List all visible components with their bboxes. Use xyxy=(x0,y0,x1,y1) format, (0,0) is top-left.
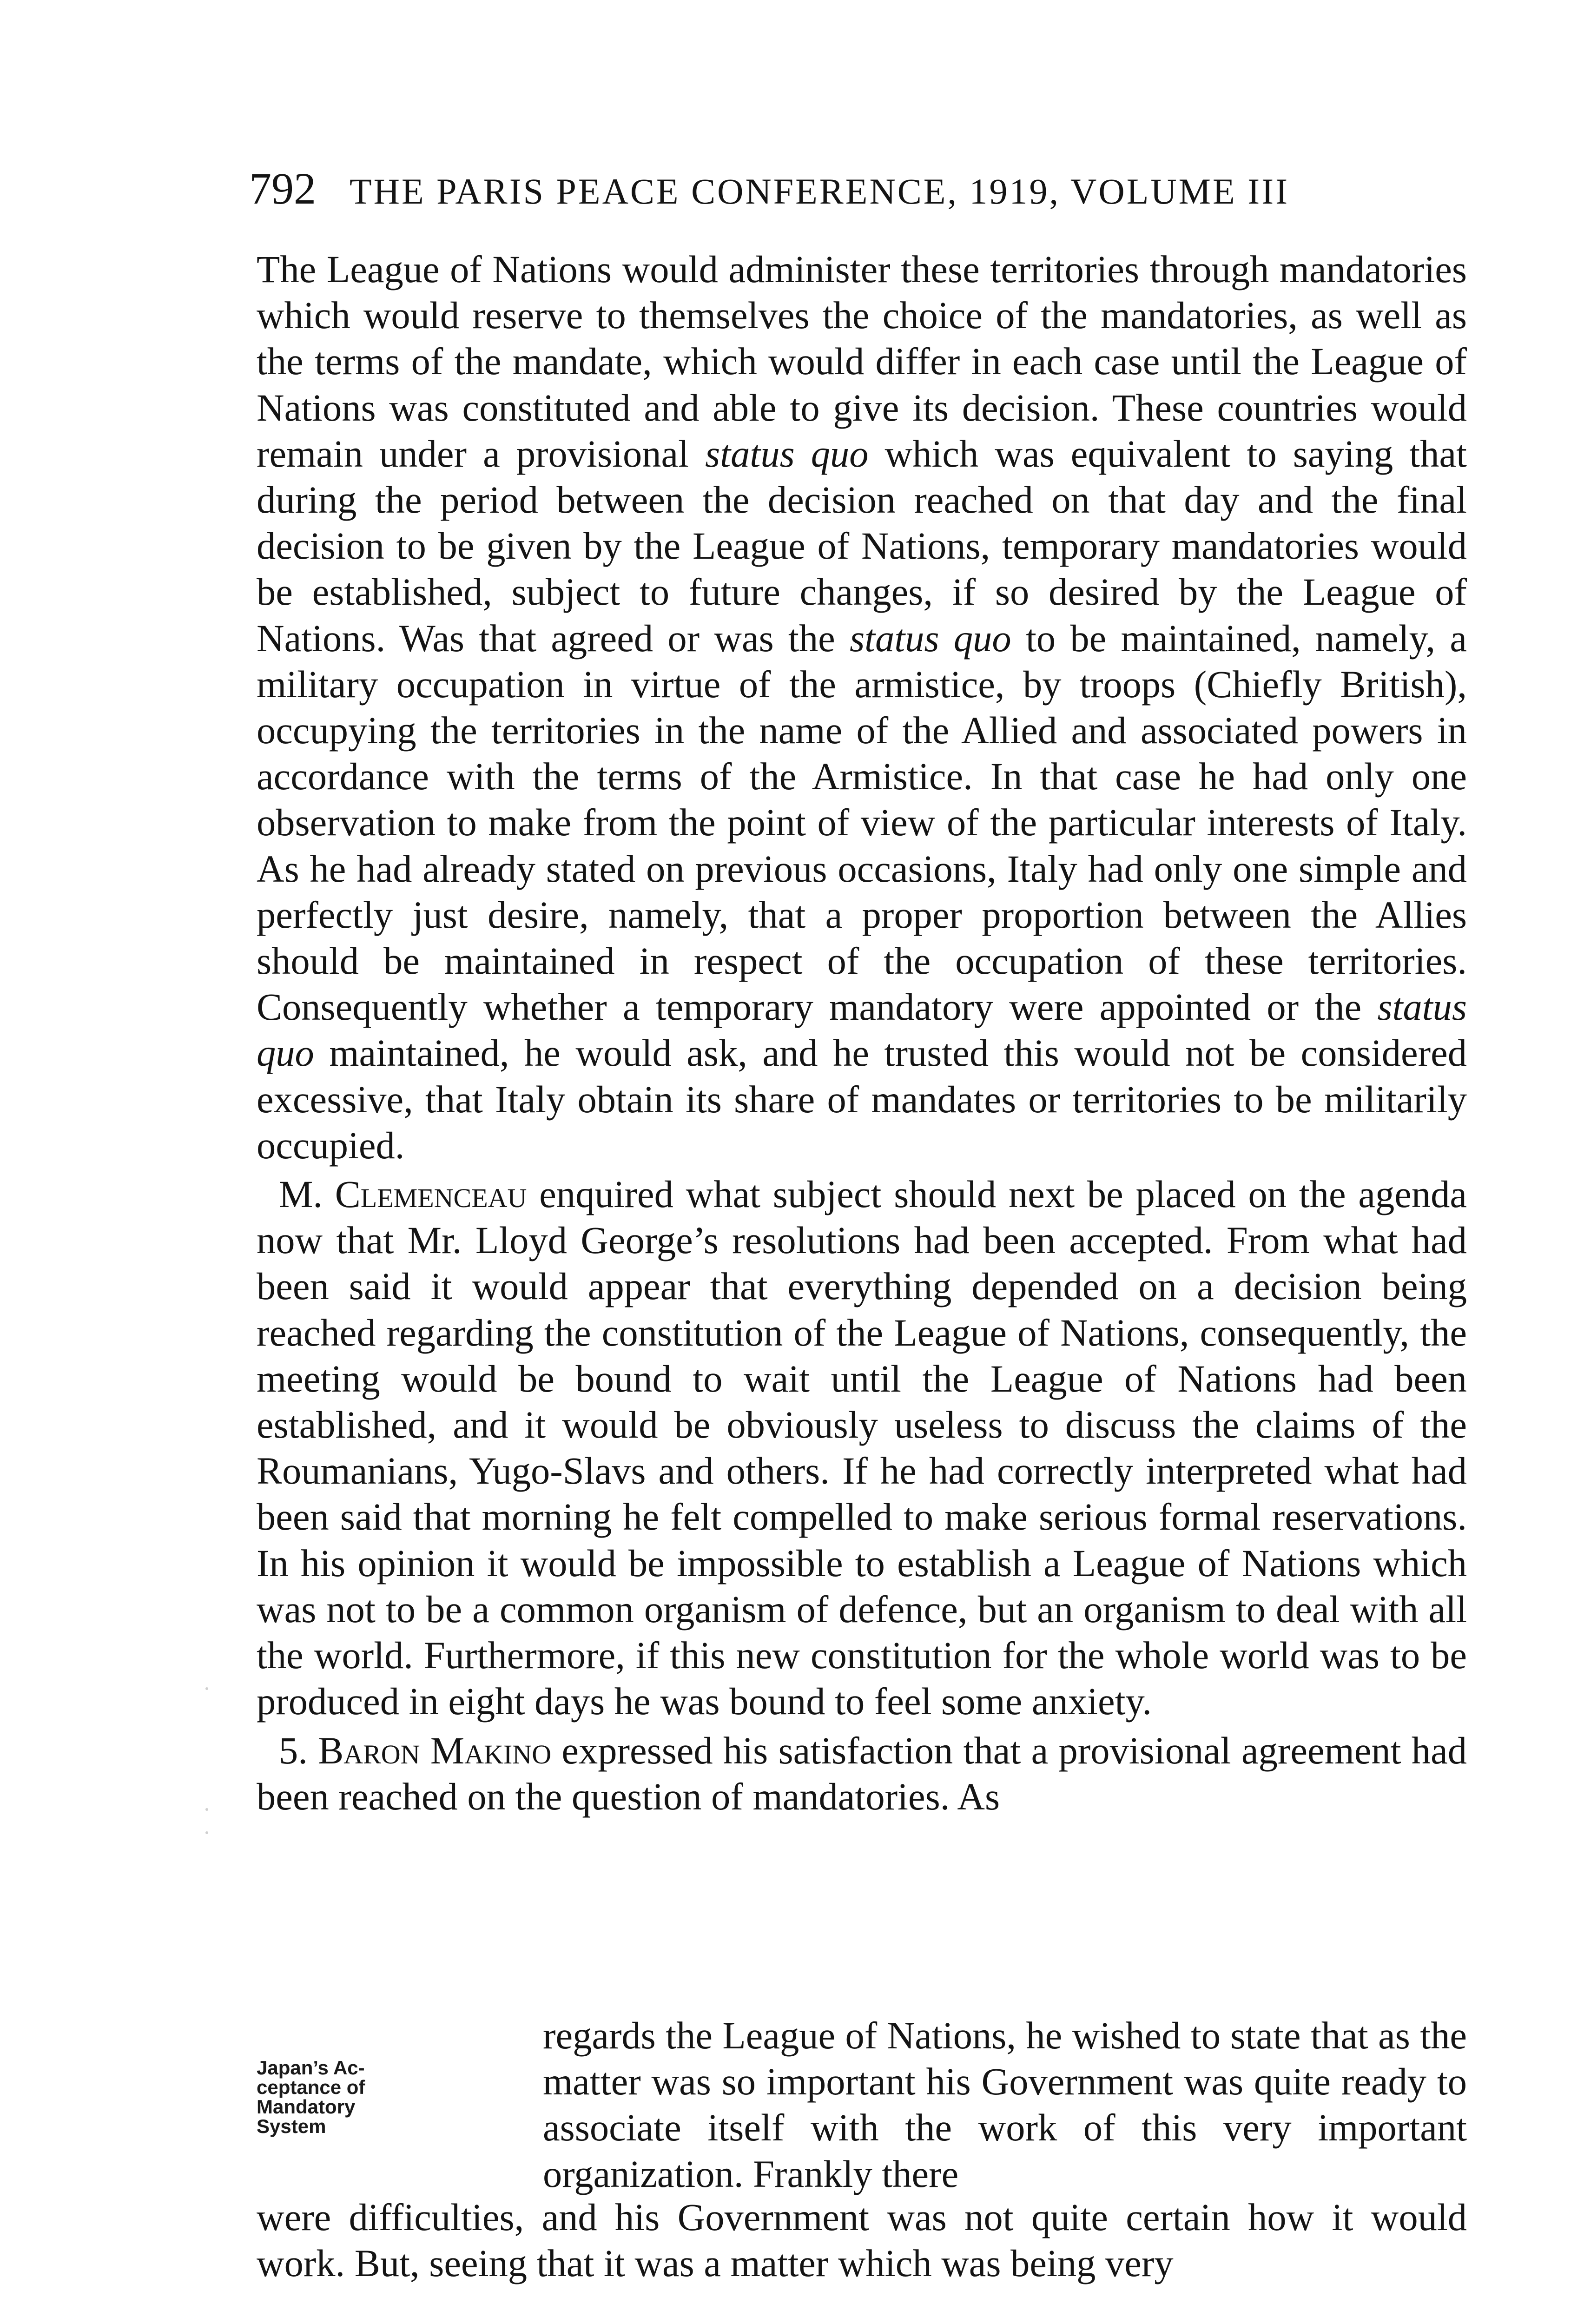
running-head: THE PARIS PEACE CONFERENCE, 1919, VOLUME III xyxy=(350,171,1290,211)
scan-speck xyxy=(205,1808,208,1811)
speaker-name: Baron Makino xyxy=(318,1729,552,1772)
page-number: 792 xyxy=(249,164,316,213)
body-text xyxy=(257,246,1467,1820)
paragraph-clemenceau: M. Clemenceau enquired what subject should next be placed on the agenda now that Mr. Lloyd George’s resolutions had been accepted. From what had been said it would appear that everything depended on a decision being reached regarding the constitution of the League of Nations, consequently, the meeting would be bound to wait until the League of Nations had been established, and it would be obviously useless to discuss the claims of the Roumanians, Yugo-Slavs and others. If he had correctly interpreted what had been said that morning he felt compelled to make serious formal reservations. In his opinion it would be impossible to establish a League of Nations which was not to be a common organism of defence, but an organism to deal with all the world. Furthermore, if this new constitution for the whole world was to be produced in eight days he was bound to feel some anxiety. xyxy=(257,1173,1467,1723)
scan-speck xyxy=(205,1831,208,1834)
page-header xyxy=(249,165,1467,215)
paragraph-makino-lead: 5. Baron Makino expressed his satisfaction that a provisional agreement had been reached on the question of mandatories. As xyxy=(257,1729,1467,1818)
section-number: 5. xyxy=(279,1729,318,1772)
margin-note: Japan’s Ac- ceptance of Mandatory System xyxy=(257,2057,365,2137)
italic-phrase: status quo xyxy=(257,985,1467,1075)
italic-phrase: status quo xyxy=(850,616,1011,660)
paragraph-italy-mandates: The League of Nations would administer these territories through mandatories which would reserve to themselves the choice of the mandatories, as well as the terms of the mandate, which would differ in each case until the League of Nations was constituted and able to give its decision. These countries would remain under a provisional status quo which was equivalent to saying that during the period between the decision reached on that day and the final decision to be given by the League of Nations, temporary mandatories would be established, subject to future changes, if so desired by the League of Nations. Was that agreed or was the status quo to be maintained, namely, a military occupation in virtue of the armistice, by troops (Chiefly British), occupying the territories in the name of the Allied and associated powers in accordance with the terms of the Armistice. In that case he had only one observation to make from the point of view of the particular interests of Italy. As he had already stated on previous occasions, Italy had only one simple and perfectly just desire, namely, that a proper proportion between the Allies should be maintained in respect of the occupation of these territories. Consequently whether a temporary mandatory were appointed or the status quo maintained, he would ask, and he trusted this would not be considered excessive, that Italy obtain its share of mandates or territories to be militarily occupied. xyxy=(257,248,1467,1167)
speaker-name: M. Clemenceau xyxy=(279,1173,527,1216)
paragraph-makino-indented: regards the League of Nations, he wished to state that as the matter was so important his Government was quite ready to associate itself with the work of this very important organization. Frankly there xyxy=(543,2014,1467,2195)
italic-phrase: status quo xyxy=(705,432,869,475)
paragraph-makino-tail: were difficulties, and his Government was not quite certain how it would work. But, seeing that it was a matter which was being very xyxy=(257,2196,1467,2285)
scan-speck xyxy=(205,1687,208,1690)
